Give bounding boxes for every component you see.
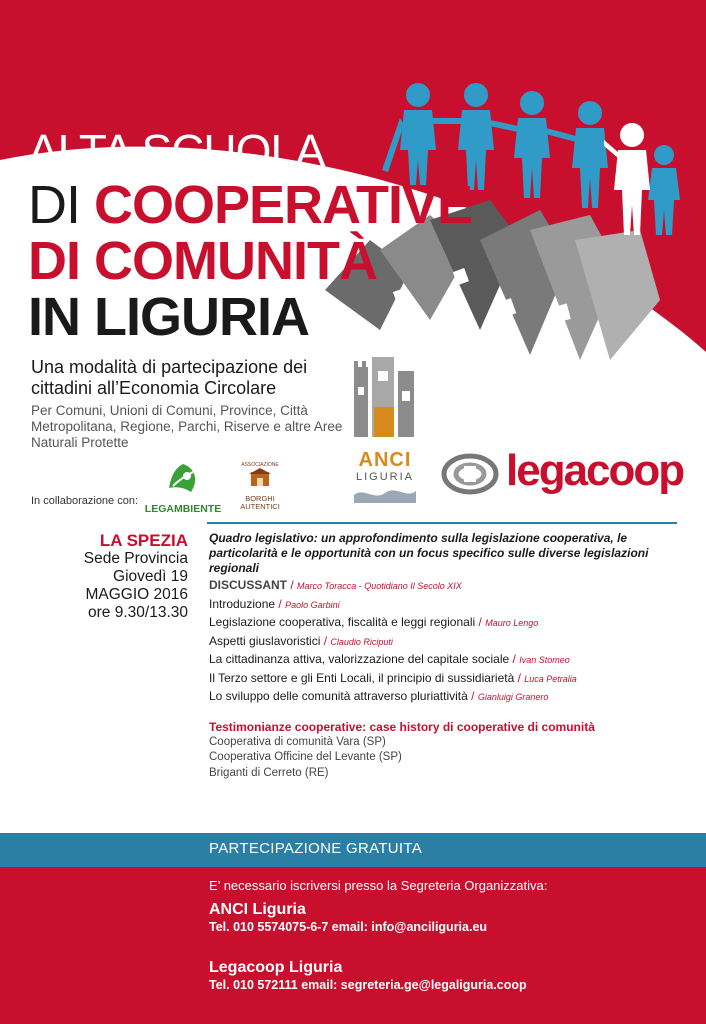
program-item-speaker: Claudio Riciputi: [330, 636, 393, 647]
program-item-speaker: Paolo Garbini: [285, 599, 340, 610]
free-participation-text: PARTECIPAZIONE GRATUITA: [209, 840, 423, 857]
program-heading: Quadro legislativo: un approfondimento sulla legislazione cooperativa, le particolarità e le opportunità con un focus specifico sulle diverse legislazioni regionali: [209, 531, 649, 575]
legacoop-swirl-icon: [440, 446, 500, 502]
registration-footer: [0, 867, 706, 1024]
program-items-list: [209, 597, 689, 708]
org-legacoop-name: Legacoop Liguria: [209, 959, 343, 976]
program-item-separator: /: [467, 689, 478, 703]
title-line-2-prefix: DI: [28, 175, 80, 235]
program-item-speaker: Mauro Lengo: [485, 618, 539, 628]
section-divider: [207, 522, 677, 524]
event-venue: Sede Provincia: [83, 550, 188, 567]
event-time: ore 9.30/13.30: [88, 604, 188, 621]
program-item-topic: Introduzione: [209, 596, 276, 611]
program-item-separator: /: [475, 615, 486, 629]
org-legacoop-liguria: [209, 959, 527, 993]
discussant-row: [209, 578, 689, 597]
testimonial-item: Briganti di Cerreto (RE): [209, 766, 329, 779]
discussant-separator: /: [287, 578, 298, 592]
testimonial-item: Cooperativa di comunità Vara (SP): [209, 735, 386, 748]
title-line-2-highlight: COOPERATIVE: [94, 175, 473, 235]
title-line-4: IN LIGURIA: [28, 287, 309, 347]
borghi-emblem-icon: [245, 468, 275, 488]
discussant-name: Marco Toracca - Quotidiano Il Secolo XIX: [297, 581, 462, 591]
program-item: [209, 597, 689, 616]
program-item: [209, 671, 689, 690]
program-item-topic: La cittadinanza attiva, valorizzazione del capitale sociale: [209, 652, 510, 666]
borghi-label-top: ASSOCIAZIONE: [241, 462, 279, 468]
program-item-speaker: Ivan Stomeo: [519, 655, 570, 665]
program-item: [209, 615, 689, 634]
program-item: [209, 652, 689, 671]
collaboration-block: [31, 462, 351, 522]
testimonials-block: [209, 720, 689, 782]
anci-tower-emblem-icon: [350, 357, 420, 449]
program-item-separator: /: [320, 633, 331, 648]
testimonials-list: [209, 735, 689, 782]
legacoop-name: legacoop: [506, 446, 684, 495]
program-item-topic: Aspetti giuslavoristici: [209, 633, 321, 648]
program-item: [209, 634, 689, 653]
discussant-label: DISCUSSANT: [209, 578, 288, 592]
title-line-1: ALTA SCUOLA: [28, 125, 325, 177]
event-city: LA SPEZIA: [99, 531, 188, 550]
subtitle-main: Una modalità di partecipazione dei cittadini all’Economia Circolare: [31, 357, 308, 398]
org-anci-name: ANCI Liguria: [209, 901, 306, 918]
program-item-speaker: Gianluigi Granero: [477, 692, 549, 702]
legacoop-logo: [440, 446, 690, 502]
free-participation-banner: [0, 833, 706, 867]
collaboration-label: In collaborazione con:: [31, 495, 139, 507]
title-line-2: [28, 175, 473, 235]
org-anci-liguria: [209, 901, 487, 935]
anci-region: LIGURIA: [355, 471, 414, 483]
program-item-separator: /: [514, 670, 525, 685]
testimonial-item: Cooperativa Officine del Levante (SP): [209, 751, 402, 763]
title-line-3: DI COMUNITÀ: [28, 231, 377, 291]
anci-liguria-logo: [350, 357, 420, 505]
borghi-autentici-logo: [236, 462, 284, 511]
registration-note: E’ necessario iscriversi presso la Segreteria Organizzativa:: [209, 878, 548, 893]
program-item-topic: Il Terzo settore e gli Enti Locali, il principio di sussidiarietà: [209, 670, 515, 685]
subtitle-block: [31, 357, 351, 451]
program-item-separator: /: [275, 596, 286, 611]
testimonials-heading: Testimonianze cooperative: case history di cooperative di comunità: [209, 719, 595, 734]
org-anci-contact[interactable]: Tel. 010 5574075-6-7 email: info@anciliguria.eu: [209, 920, 488, 934]
program-item-speaker: Luca Petralia: [524, 673, 577, 684]
program-item-separator: /: [509, 652, 520, 666]
program-item-topic: Legislazione cooperativa, fiscalità e leggi regionali: [209, 615, 476, 629]
program-item: [209, 689, 689, 708]
legambiente-name: LEGAMBIENTE: [144, 503, 222, 515]
event-day: Giovedì 19: [113, 568, 188, 585]
borghi-name: BORGHI AUTENTICI: [240, 494, 280, 511]
subtitle-audience: Per Comuni, Unioni di Comuni, Province, Città Metropolitana, Regione, Parchi, Riserve e altre Aree Naturali Protette: [31, 403, 343, 450]
legambiente-logo: [143, 462, 223, 515]
anci-wave-icon: [354, 485, 416, 503]
program-block: [209, 531, 689, 781]
event-details: [60, 531, 188, 622]
org-legacoop-contact[interactable]: Tel. 010 572111 email: segreteria.ge@legaliguria.coop: [209, 978, 527, 992]
main-title: [28, 125, 473, 347]
program-item-topic: Lo sviluppo delle comunità attraverso pluriattività: [209, 689, 468, 703]
event-date: MAGGIO 2016: [85, 586, 188, 603]
legambiente-leaf-icon: [165, 462, 201, 496]
anci-name: ANCI: [358, 449, 412, 471]
